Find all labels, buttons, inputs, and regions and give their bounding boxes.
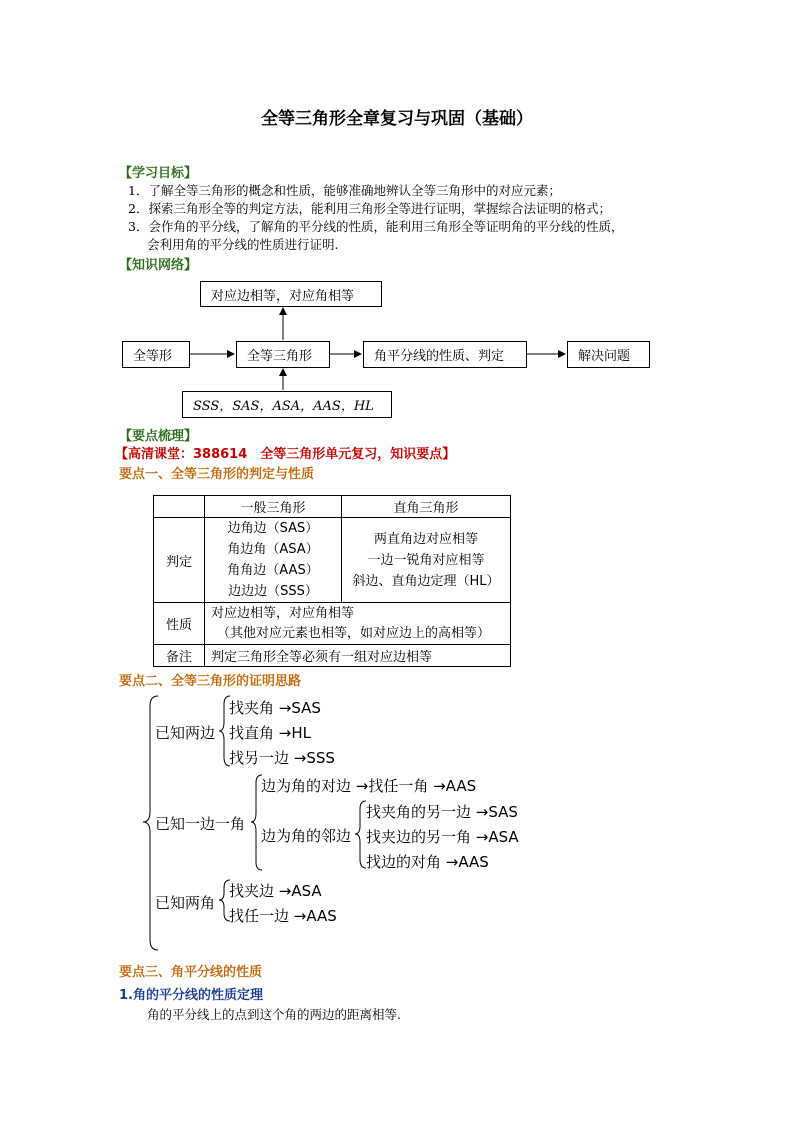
point3-text: 角的平分线上的点到这个角的两边的距离相等. — [147, 1007, 401, 1022]
point3-subtitle: 1.角的平分线的性质定理 — [119, 988, 263, 1003]
row-judge: 判定 — [154, 518, 205, 603]
box-congruent-triangle: 全等三角形 — [236, 341, 330, 368]
proof-ts-2: 找直角 →HL — [229, 724, 311, 742]
proof-ta-1: 找夹边 →ASA — [229, 882, 322, 900]
proof-ts-1: 找夹角 →SAS — [229, 699, 321, 717]
box-solve: 解决问题 — [567, 341, 650, 368]
row-note: 备注 — [154, 645, 205, 667]
note-text: 判定三角形全等必须有一组对应边相等 — [205, 645, 511, 667]
proof-side-angle: 已知一边一角 — [155, 815, 246, 833]
proof-adj-3: 找边的对角 →AAS — [366, 853, 489, 871]
point1-title: 要点一、全等三角形的判定与性质 — [119, 467, 315, 482]
points-heading: 【要点梳理】 — [119, 429, 198, 444]
page-title: 全等三角形全章复习与巩固（基础） — [261, 109, 533, 129]
proof-adjacent: 边为角的邻边 — [261, 827, 352, 845]
proof-adj-1: 找夹角的另一边 →SAS — [366, 803, 518, 821]
judge-right-1: 两直角边对应相等 — [373, 531, 478, 547]
proof-two-angles: 已知两角 — [155, 894, 216, 912]
prop-line-2: （其他对应元素也相等，如对应边上的高相等） — [217, 625, 491, 641]
col-general: 一般三角形 — [205, 496, 342, 518]
col-right: 直角三角形 — [342, 496, 511, 518]
goal-item-2: 2．探索三角形全等的判定方法，能利用三角形全等进行证明，掌握综合法证明的格式； — [128, 201, 611, 216]
box-angle-bisector: 角平分线的性质、判定 — [363, 341, 527, 368]
proof-opposite: 边为角的对边 →找任一角 →AAS — [261, 777, 477, 795]
judge-aas: 角角边（AAS） — [227, 563, 319, 578]
box-criteria: SSS，SAS，ASA，AAS，HL — [182, 391, 392, 418]
goal-item-3: 3．会作角的平分线，了解角的平分线的性质，能利用三角形全等证明角的平分线的性质， — [128, 219, 624, 234]
goal-item-3-cont: 会利用角的平分线的性质进行证明. — [147, 237, 339, 252]
point3-title: 要点三、角平分线的性质 — [119, 965, 263, 980]
judge-right-2: 一边一锐角对应相等 — [367, 552, 485, 568]
network-heading: 【知识网络】 — [119, 258, 198, 273]
proof-adj-2: 找夹边的另一角 →ASA — [366, 828, 519, 846]
goal-item-1: 1．了解全等三角形的概念和性质，能够准确地辨认全等三角形中的对应元素； — [128, 183, 561, 198]
lesson-note: 【高清课堂：388614 全等三角形单元复习，知识要点】 — [115, 447, 456, 462]
proof-ts-3: 找另一边 →SSS — [229, 749, 335, 767]
box-congruent-shape: 全等形 — [122, 341, 190, 368]
prop-line-1: 对应边相等，对应角相等 — [211, 605, 355, 621]
point2-title: 要点二、全等三角形的证明思路 — [119, 674, 302, 689]
row-property: 性质 — [154, 603, 205, 645]
proof-two-sides: 已知两边 — [155, 724, 216, 742]
proof-ta-2: 找任一边 →AAS — [229, 907, 337, 925]
judge-right-hl: 斜边、直角边定理（HL） — [352, 573, 500, 589]
box-top: 对应边相等，对应角相等 — [200, 281, 382, 307]
judge-asa: 角边角（ASA） — [227, 542, 319, 557]
judge-sas: 边角边（SAS） — [227, 521, 319, 536]
goals-heading: 【学习目标】 — [119, 166, 198, 181]
judge-sss: 边边边（SSS） — [228, 584, 318, 599]
